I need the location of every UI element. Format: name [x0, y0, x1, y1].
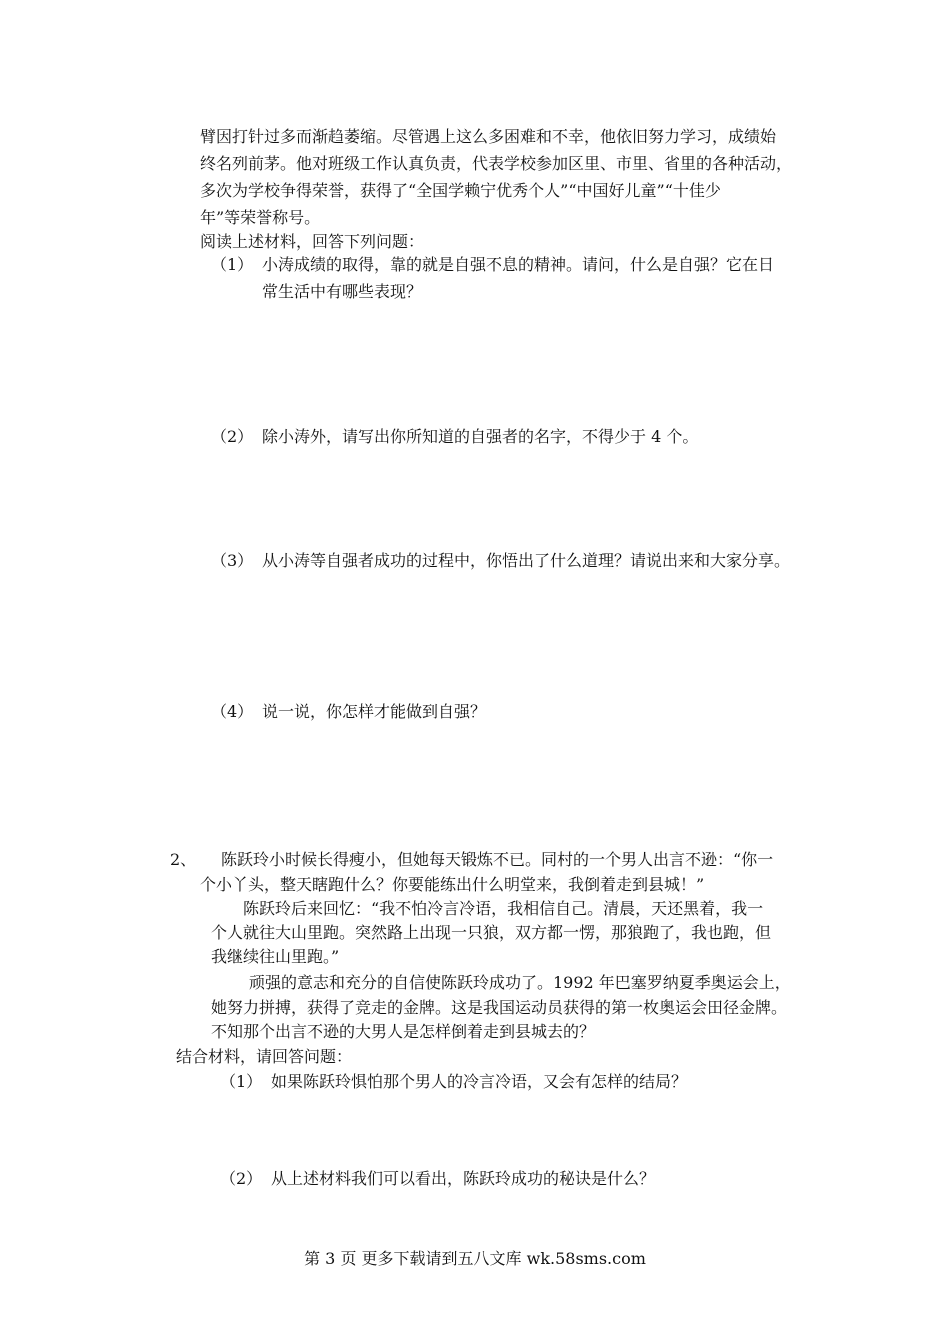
question-text: 除小涛外，请写出你所知道的自强者的名字，不得少于 4 个。 — [262, 427, 699, 446]
paragraph-line: 年”等荣誉称号。 — [200, 208, 321, 227]
paragraph-line: 多次为学校争得荣誉，获得了“全国学赖宁优秀个人”“中国好儿童”“十佳少 — [200, 181, 721, 200]
question-number: （1） — [211, 255, 254, 274]
paragraph-line: 臂因打针过多而渐趋萎缩。尽管遇上这么多困难和不幸，他依旧努力学习，成绩始 — [200, 127, 777, 146]
question-number: （4） — [211, 702, 254, 721]
question-number: （3） — [211, 551, 254, 570]
question-number: （2） — [211, 427, 254, 446]
question-text: 从上述材料我们可以看出，陈跃玲成功的秘诀是什么？ — [271, 1169, 656, 1188]
question-text: 常生活中有哪些表现？ — [262, 282, 423, 301]
material-line: 不知那个出言不逊的大男人是怎样倒着走到县城去的？ — [211, 1022, 596, 1041]
question-text: 如果陈跃玲惧怕那个男人的冷言冷语，又会有怎样的结局？ — [271, 1072, 688, 1091]
material-line: 她努力拼搏，获得了竞走的金牌。这是我国运动员获得的第一枚奥运会田径金牌。 — [211, 998, 788, 1017]
material-line: 个小丫头，整天瞎跑什么？你要能练出什么明堂来，我倒着走到县城！” — [200, 875, 705, 894]
paragraph-line: 终名列前茅。他对班级工作认真负责，代表学校参加区里、市里、省里的各种活动， — [200, 154, 793, 173]
material-line: 顽强的意志和充分的自信使陈跃玲成功了。1992 年巴塞罗纳夏季奥运会上， — [249, 973, 791, 992]
material-line: 个人就往大山里跑。突然路上出现一只狼，双方都一愣，那狼跑了，我也跑，但 — [211, 923, 772, 942]
question-text: 说一说，你怎样才能做到自强？ — [262, 702, 487, 721]
question-number: （1） — [220, 1072, 263, 1091]
material-line: 我继续往山里跑。” — [211, 947, 340, 966]
material-line: 陈跃玲小时候长得瘦小，但她每天锻炼不已。同村的一个男人出言不逊：“你一 — [221, 850, 774, 869]
question-text: 小涛成绩的取得，靠的就是自强不息的精神。请问，什么是自强？它在日 — [262, 255, 775, 274]
question-number: （2） — [220, 1169, 263, 1188]
reading-prompt: 阅读上述材料，回答下列问题： — [200, 232, 425, 251]
section-number: 2、 — [170, 850, 197, 869]
material-line: 陈跃玲后来回忆：“我不怕冷言冷语，我相信自己。清晨，天还黑着，我一 — [243, 899, 764, 918]
page-footer: 第 3 页 更多下载请到五八文库 wk.58sms.com — [304, 1249, 646, 1268]
question-text: 从小涛等自强者成功的过程中，你悟出了什么道理？请说出来和大家分享。 — [262, 551, 791, 570]
answer-prompt: 结合材料，请回答问题： — [176, 1047, 353, 1066]
